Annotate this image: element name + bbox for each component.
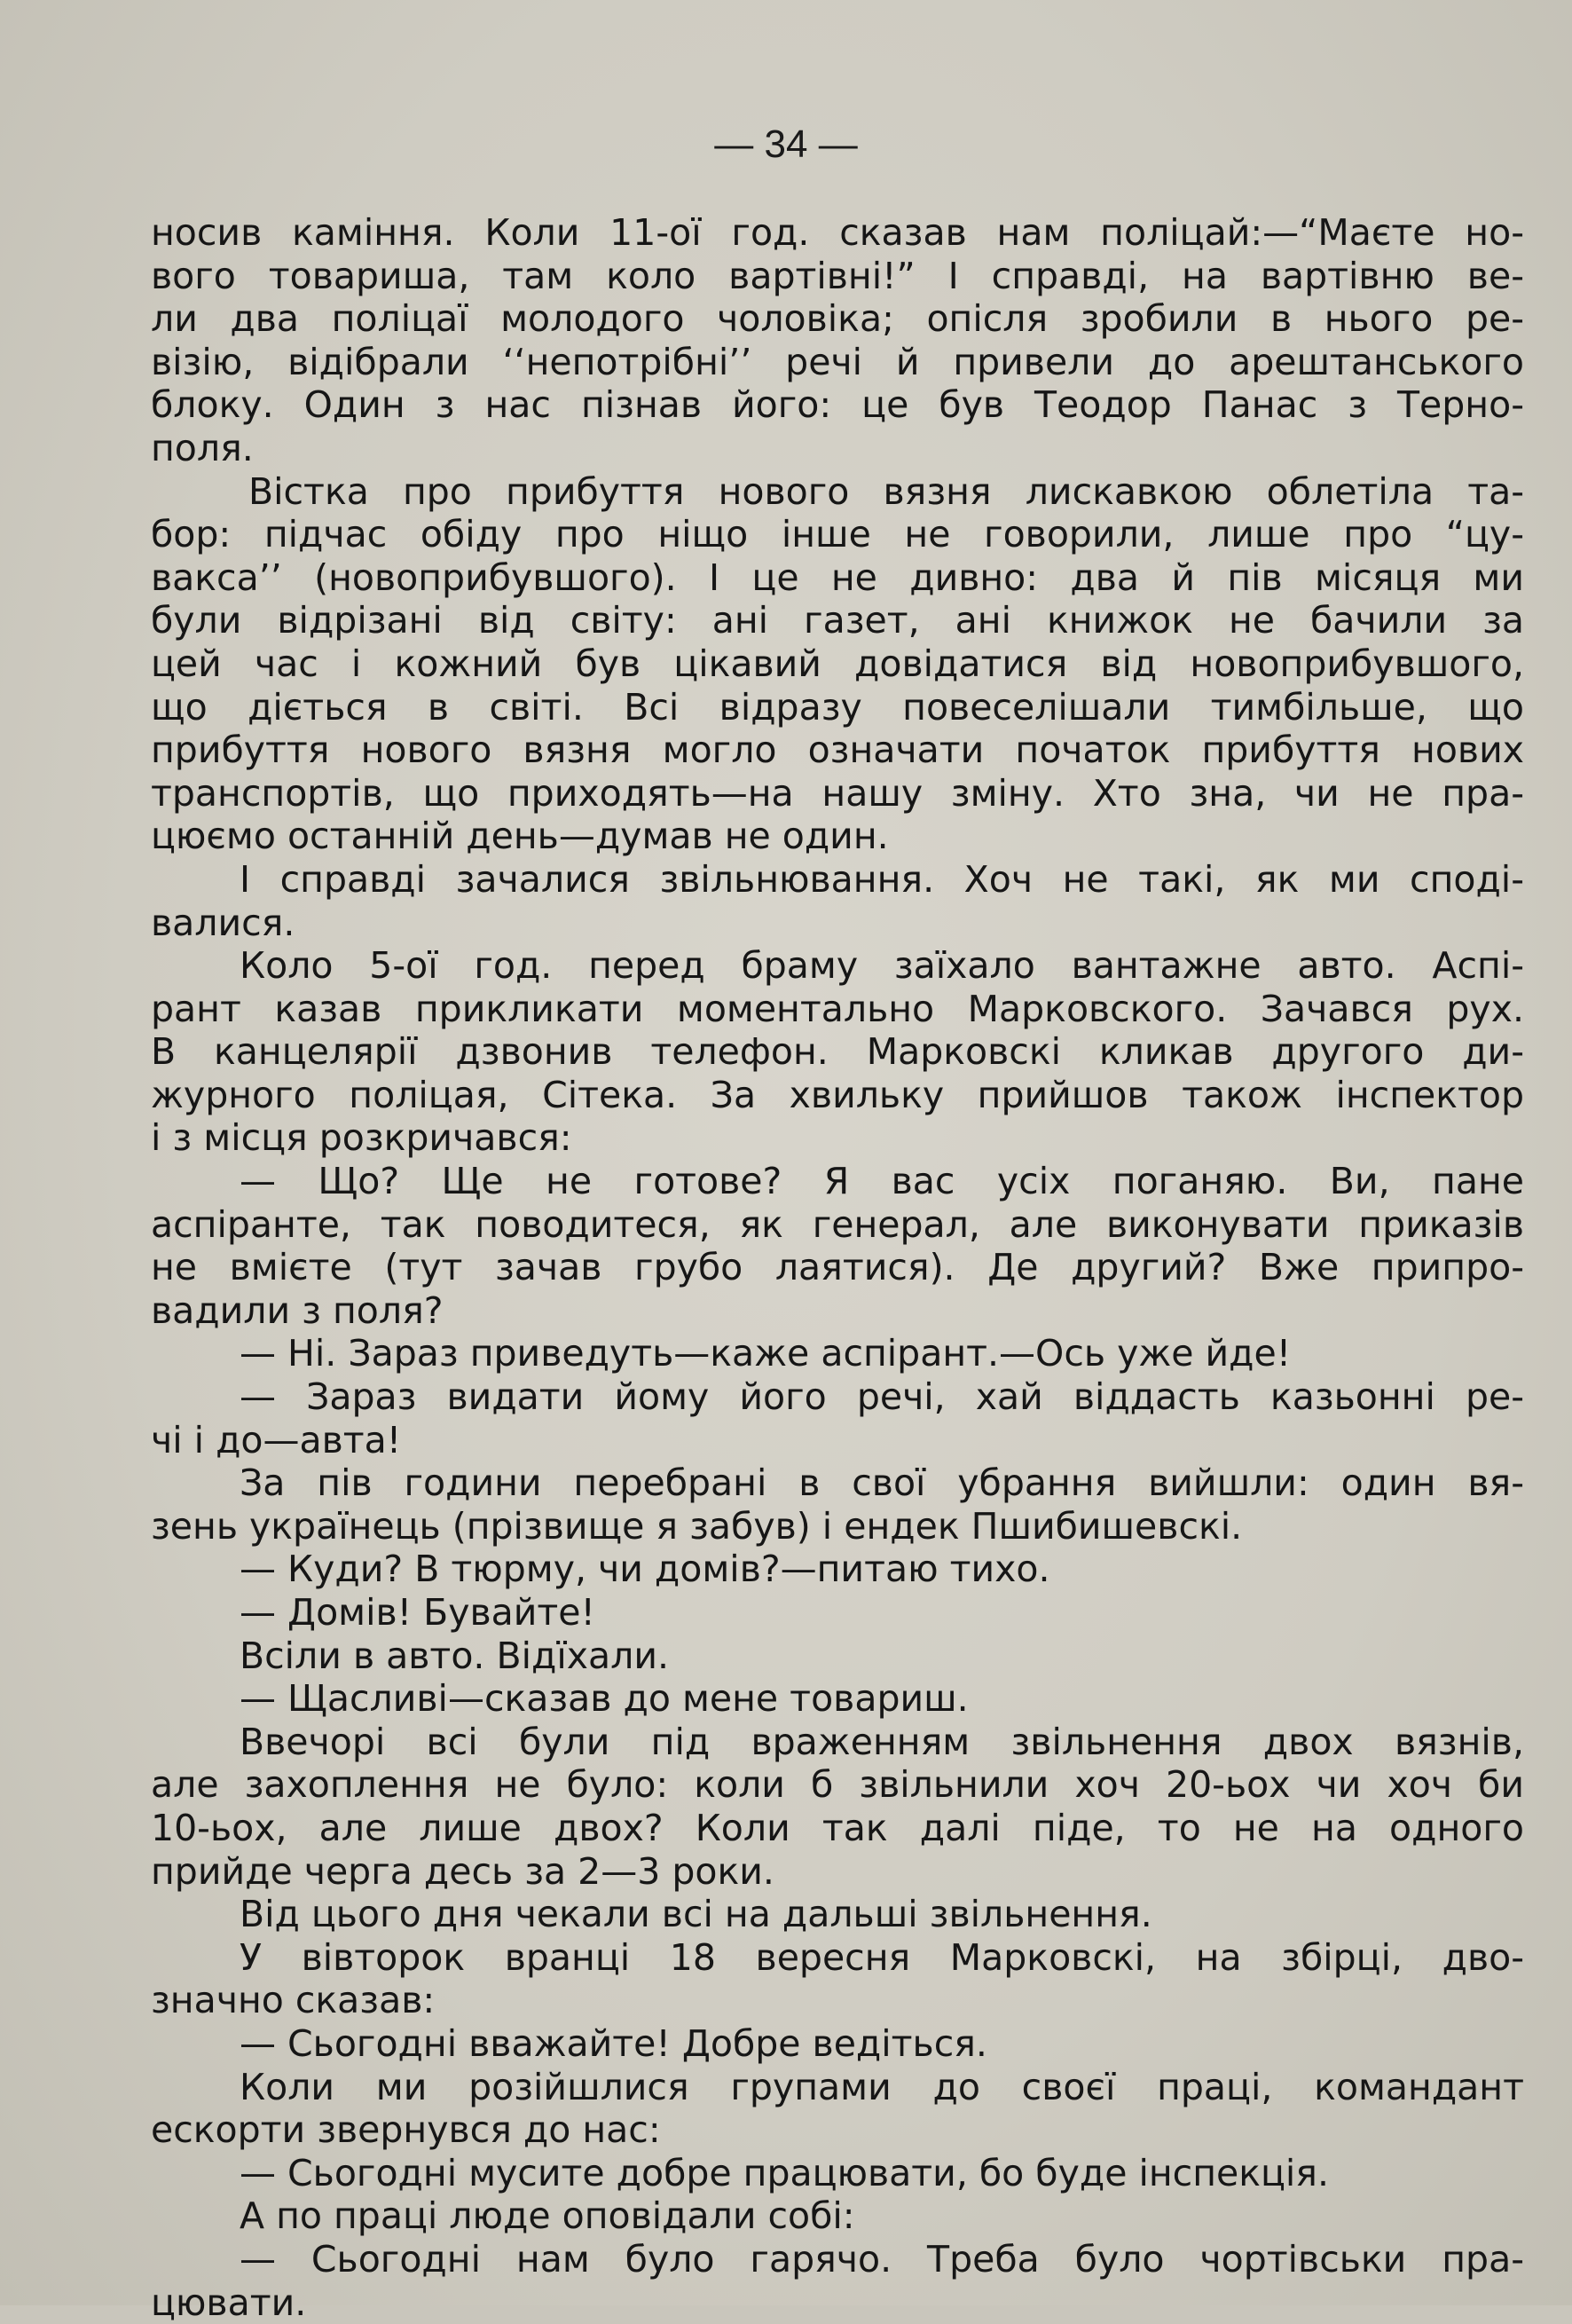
text-line: У вівторок вранці 18 вересня Марковскі, на збірці, дво- [151, 1936, 1524, 1980]
text-line: І справді зачалися звільнювання. Хоч не такі, як ми споді- [151, 858, 1524, 902]
text-line: ли два поліцаї молодого чоловіка; опісля зробили в нього ре- [151, 297, 1524, 341]
text-line: прийде черга десь за 2—3 роки. [151, 1850, 1524, 1894]
text-line: — Сьогодні нам було гарячо. Треба було чортівськи пра- [151, 2238, 1524, 2281]
text-line: — Щасливі—сказав до мене товариш. [151, 1677, 1524, 1721]
text-line: В канцелярії дзвонив телефон. Марковскі кликав другого ди- [151, 1030, 1524, 1074]
text-line: За пів години перебрані в свої убрання вийшли: один вя- [151, 1461, 1524, 1505]
text-line: рант казав прикликати моментально Марковского. Зачався рух. [151, 988, 1524, 1031]
text-line: Ввечорі всі були під враженням звільнення двох вязнів, [151, 1721, 1524, 1764]
text-line: але захоплення не було: коли б звільнили хоч 20-ьох чи хоч би [151, 1763, 1524, 1807]
text-line: — Сьогодні вважайте! Добре ведіться. [151, 2022, 1524, 2066]
text-line: ескорти звернувся до нас: [151, 2108, 1524, 2152]
text-line: вого товариша, там коло вартівні!” І справді, на вартівню ве- [151, 255, 1524, 298]
text-line: вакса’’ (новоприбувшого). І це не дивно: два й пів місяця ми [151, 556, 1524, 600]
text-line: — Домів! Бувайте! [151, 1591, 1524, 1635]
text-line: Коло 5-ої год. перед браму заїхало вантажне авто. Аспі- [151, 944, 1524, 988]
text-line: були відрізані від світу: ані газет, ані книжок не бачили за [151, 599, 1524, 642]
text-line: що діється в світі. Всі відразу повеселішали тимбільше, що [151, 686, 1524, 729]
text-line: журного поліцая, Сітека. За хвильку прийшов також інспектор [151, 1074, 1524, 1117]
text-line: цювати. [151, 2281, 1524, 2324]
text-line: не вмієте (тут зачав грубо лаятися). Де другий? Вже припро- [151, 1246, 1524, 1289]
text-line: — Куди? В тюрму, чи домів?—питаю тихо. [151, 1548, 1524, 1591]
text-line: зень українець (прізвище я забув) і ендек Пшибишевскі. [151, 1505, 1524, 1548]
text-line: — Зараз видати йому його речі, хай віддасть казьонні ре- [151, 1375, 1524, 1419]
text-line: значно сказав: [151, 1979, 1524, 2022]
text-line: вадили з поля? [151, 1289, 1524, 1333]
text-line: блоку. Один з нас пізнав його: це був Теодор Панас з Терно- [151, 383, 1524, 427]
text-line: прибуття нового вязня могло означати початок прибуття нових [151, 729, 1524, 772]
text-line: цюємо останній день—думав не один. [151, 815, 1524, 858]
text-line: Коли ми розійшлися групами до своєї праці, командант [151, 2066, 1524, 2109]
text-line: цей час і кожний був цікавий довідатися від новоприбувшого, [151, 642, 1524, 686]
text-line: — Ні. Зараз приведуть—каже аспірант.—Ось уже йде! [151, 1332, 1524, 1375]
page-number: — 34 — [0, 122, 1572, 167]
text-line: — Що? Ще не готове? Я вас усіх поганяю. Ви, пане [151, 1160, 1524, 1203]
text-line: аспіранте, так поводитеся, як генерал, але виконувати приказів [151, 1203, 1524, 1247]
text-line: носив каміння. Коли 11-ої год. сказав нам поліцай:—“Маєте но- [151, 211, 1524, 255]
text-line: чі і до—авта! [151, 1419, 1524, 1462]
text-line: валися. [151, 902, 1524, 945]
text-line: транспортів, що приходять—на нашу зміну. Хто зна, чи не пра- [151, 772, 1524, 815]
text-line: — Сьогодні мусите добре працювати, бо буде інспекція. [151, 2152, 1524, 2195]
text-line: Вістка про прибуття нового вязня лискавкою облетіла та- [151, 470, 1524, 514]
text-line: Від цього дня чекали всі на дальші звільнення. [151, 1893, 1524, 1936]
text-line: поля. [151, 427, 1524, 470]
text-line: і з місця розкричався: [151, 1116, 1524, 1160]
text-line: бор: підчас обіду про ніщо інше не говорили, лише про “цу- [151, 513, 1524, 556]
text-line: Всіли в авто. Відїхали. [151, 1635, 1524, 1678]
text-line: 10-ьох, але лише двох? Коли так далі піде, то не на одного [151, 1807, 1524, 1850]
body-text [151, 211, 1524, 2324]
text-line: візію, відібрали ‘‘непотрібні’’ речі й привели до арештанського [151, 341, 1524, 384]
text-line: А по праці люде оповідали собі: [151, 2194, 1524, 2238]
